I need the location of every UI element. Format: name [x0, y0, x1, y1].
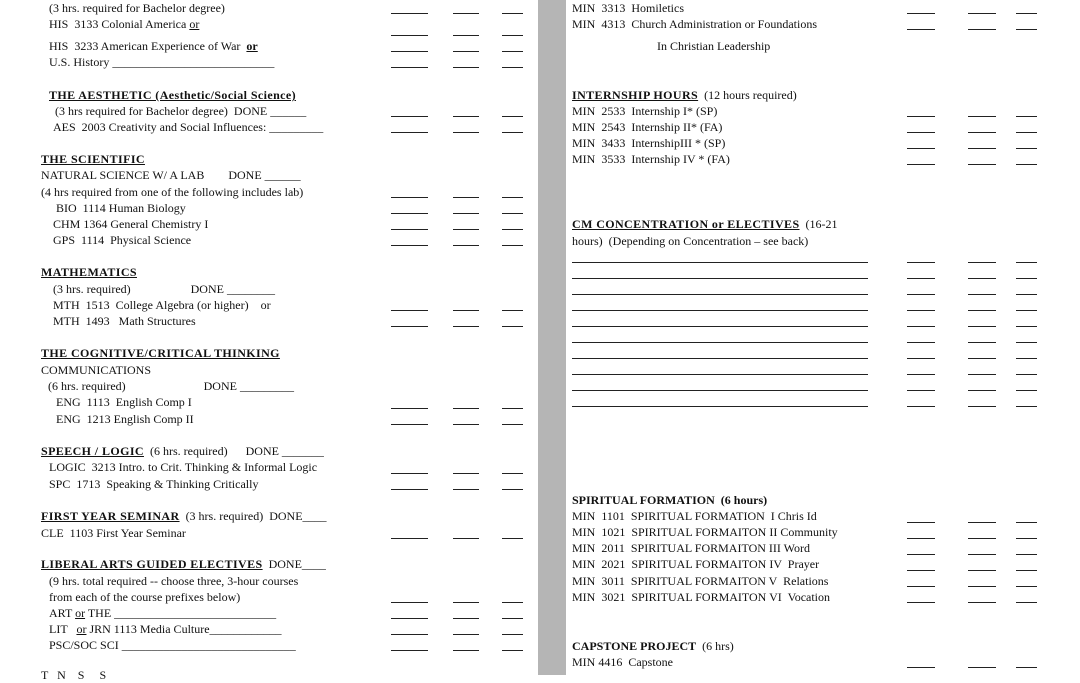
grade-blank: [391, 229, 428, 230]
spiritual-course-6: MIN 3021 SPIRITUAL FORMAITON VI Vocation: [572, 590, 831, 604]
grade-blank: [907, 586, 935, 587]
grade-blank: [1016, 602, 1037, 603]
grade-blank: [968, 326, 996, 327]
grade-blank: [502, 650, 523, 651]
grade-blank: [453, 35, 479, 36]
grade-blank: [502, 67, 523, 68]
grade-blank: [1016, 538, 1037, 539]
grade-blank: [968, 148, 996, 149]
grade-blank: [907, 278, 935, 279]
grade-blank: [391, 650, 428, 651]
min-course-4313: MIN 4313 Church Administration or Foundations: [572, 17, 817, 31]
history-requirement: (3 hrs. required for Bachelor degree): [49, 1, 225, 15]
grade-blank: [502, 618, 523, 619]
grade-blank: [453, 618, 479, 619]
scientific-heading: THE SCIENTIFIC: [41, 152, 145, 166]
grade-blank: [453, 326, 479, 327]
grade-blank: [391, 13, 428, 14]
liberal-arts-desc-1: (9 hrs. total required -- choose three, 3-hour courses: [49, 574, 299, 588]
cm-requirement: (16-21: [799, 217, 838, 231]
grade-blank: [968, 586, 996, 587]
history-course-2: [49, 38, 258, 54]
grade-blank: [968, 342, 996, 343]
elective-write-in-line: [572, 390, 868, 391]
aesthetic-requirement: (3 hrs required for Bachelor degree) DONE ______: [52, 104, 307, 118]
cut-off-text: T N S S: [41, 668, 107, 682]
eng-course-1113: ENG 1113 English Comp I: [56, 395, 192, 409]
scientific-requirement: (4 hrs required from one of the following includes lab): [41, 185, 304, 199]
art-the-line: [49, 605, 276, 621]
grade-blank: [453, 310, 479, 311]
grade-blank: [502, 473, 523, 474]
grade-blank: [1016, 554, 1037, 555]
grade-blank: [1016, 262, 1037, 263]
grade-blank: [502, 51, 523, 52]
cm-header: [572, 216, 838, 232]
grade-blank: [453, 634, 479, 635]
grade-blank: [502, 213, 523, 214]
grade-blank: [391, 634, 428, 635]
grade-blank: [968, 310, 996, 311]
grade-blank: [502, 634, 523, 635]
grade-blank: [391, 538, 428, 539]
grade-blank: [391, 116, 428, 117]
grade-blank: [453, 13, 479, 14]
grade-blank: [1016, 586, 1037, 587]
grade-blank: [453, 51, 479, 52]
elective-write-in-line: [572, 262, 868, 263]
natural-science-lab: NATURAL SCIENCE W/ A LAB DONE ______: [41, 168, 301, 182]
grade-blank: [907, 602, 935, 603]
grade-blank: [391, 326, 428, 327]
or-text: or: [75, 606, 86, 620]
aesthetic-heading: THE AESTHETIC (Aesthetic/Social Science): [49, 88, 296, 102]
right-column: [566, 0, 1080, 675]
spiritual-course-1: MIN 1101 SPIRITUAL FORMATION I Chris Id: [572, 509, 817, 523]
history-course-3: U.S. History ___________________________: [49, 55, 275, 69]
grade-blank: [453, 538, 479, 539]
grade-blank: [391, 197, 428, 198]
elective-write-in-line: [572, 342, 868, 343]
grade-blank: [502, 489, 523, 490]
grade-blank: [968, 262, 996, 263]
mathematics-heading: MATHEMATICS: [41, 265, 137, 279]
grade-blank: [453, 229, 479, 230]
spiritual-course-2: MIN 1021 SPIRITUAL FORMAITON II Community: [572, 525, 838, 539]
cm-heading: CM CONCENTRATION or ELECTIVES: [572, 217, 800, 231]
grade-blank: [1016, 278, 1037, 279]
grade-blank: [1016, 132, 1037, 133]
grade-blank: [391, 618, 428, 619]
spiritual-course-4: MIN 2021 SPIRITUAL FORMAITON IV Prayer: [572, 557, 820, 571]
grade-blank: [968, 116, 996, 117]
grade-blank: [968, 164, 996, 165]
liberal-arts-desc-2: from each of the course prefixes below): [49, 590, 241, 604]
history-course-1: [49, 16, 199, 32]
grade-blank: [968, 667, 996, 668]
capstone-header: [572, 638, 734, 654]
fys-requirement: (3 hrs. required) DONE____: [179, 509, 327, 523]
grade-blank: [453, 473, 479, 474]
grade-blank: [907, 294, 935, 295]
grade-blank: [1016, 522, 1037, 523]
elective-write-in-line: [572, 278, 868, 279]
grade-blank: [502, 538, 523, 539]
grade-blank: [968, 132, 996, 133]
elective-write-in-line: [572, 326, 868, 327]
grade-blank: [907, 570, 935, 571]
grade-blank: [968, 406, 996, 407]
grade-blank: [968, 374, 996, 375]
mathematics-requirement: (3 hrs. required) DONE ________: [50, 282, 275, 296]
grade-blank: [968, 538, 996, 539]
grade-blank: [391, 51, 428, 52]
capstone-heading: CAPSTONE PROJECT: [572, 639, 697, 653]
internship-course-1: MIN 2533 Internship I* (SP): [572, 104, 718, 118]
communications-label: COMMUNICATIONS: [41, 363, 152, 377]
grade-blank: [907, 29, 935, 30]
lit-jrn-line: [49, 621, 282, 637]
left-column: [0, 0, 538, 682]
cognitive-heading: THE COGNITIVE/CRITICAL THINKING: [41, 346, 280, 360]
grade-blank: [502, 197, 523, 198]
grade-blank: [502, 132, 523, 133]
grade-blank: [502, 245, 523, 246]
elective-write-in-line: [572, 358, 868, 359]
grade-blank: [502, 35, 523, 36]
grade-blank: [907, 13, 935, 14]
internship-requirement: (12 hours required): [698, 88, 797, 102]
grade-blank: [502, 602, 523, 603]
the-prefix: THE ___________________________: [85, 606, 277, 620]
internship-course-4: MIN 3533 Internship IV * (FA): [572, 152, 730, 166]
elective-write-in-line: [572, 406, 868, 407]
grade-blank: [453, 197, 479, 198]
spc-course-1713: SPC 1713 Speaking & Thinking Critically: [49, 477, 259, 491]
grade-blank: [502, 13, 523, 14]
grade-blank: [453, 245, 479, 246]
grade-blank: [453, 650, 479, 651]
grade-blank: [1016, 374, 1037, 375]
grade-blank: [1016, 164, 1037, 165]
science-course-chm: CHM 1364 General Chemistry I: [53, 217, 209, 231]
liberal-arts-header: [41, 556, 326, 572]
column-divider: [538, 0, 566, 675]
grade-blank: [453, 116, 479, 117]
grade-blank: [968, 522, 996, 523]
grade-blank: [968, 294, 996, 295]
capstone-requirement: (6 hrs): [696, 639, 734, 653]
grade-blank: [391, 473, 428, 474]
grade-blank: [502, 116, 523, 117]
grade-blank: [1016, 148, 1037, 149]
grade-blank: [968, 278, 996, 279]
grade-blank: [502, 408, 523, 409]
grade-blank: [907, 667, 935, 668]
grade-blank: [1016, 310, 1037, 311]
liberal-arts-requirement: DONE____: [262, 557, 326, 571]
lit-prefix: LIT: [49, 622, 77, 636]
aesthetic-course: AES 2003 Creativity and Social Influences: _________: [53, 120, 324, 134]
or-text: or: [76, 622, 87, 636]
spiritual-course-5: MIN 3011 SPIRITUAL FORMAITON V Relations: [572, 574, 829, 588]
grade-blank: [502, 326, 523, 327]
grade-blank: [968, 390, 996, 391]
grade-blank: [907, 358, 935, 359]
grade-blank: [968, 554, 996, 555]
grade-blank: [907, 538, 935, 539]
logic-course-3213: LOGIC 3213 Intro. to Crit. Thinking & Informal Logic: [49, 460, 318, 474]
capstone-course: MIN 4416 Capstone: [572, 655, 673, 669]
grade-blank: [453, 132, 479, 133]
elective-write-in-line: [572, 374, 868, 375]
grade-blank: [391, 310, 428, 311]
fys-header: [41, 508, 327, 524]
grade-blank: [907, 262, 935, 263]
grade-blank: [453, 213, 479, 214]
grade-blank: [907, 342, 935, 343]
psc-soc-line: PSC/SOC SCI _____________________________: [49, 638, 296, 652]
or-text: or: [189, 17, 200, 31]
grade-blank: [907, 116, 935, 117]
grade-blank: [391, 489, 428, 490]
history-course-2-text: HIS 3233 American Experience of War: [49, 39, 247, 53]
grade-blank: [968, 602, 996, 603]
speech-logic-header: [41, 443, 324, 459]
grade-blank: [907, 326, 935, 327]
liberal-arts-heading: LIBERAL ARTS GUIDED ELECTIVES: [41, 557, 263, 571]
grade-blank: [391, 132, 428, 133]
eng-course-1213: ENG 1213 English Comp II: [56, 412, 194, 426]
internship-header: [572, 87, 797, 103]
grade-blank: [907, 390, 935, 391]
art-prefix: ART: [49, 606, 76, 620]
grade-blank: [453, 602, 479, 603]
grade-blank: [1016, 570, 1037, 571]
grade-blank: [907, 406, 935, 407]
grade-blank: [453, 67, 479, 68]
grade-blank: [907, 148, 935, 149]
grade-blank: [907, 522, 935, 523]
grade-blank: [968, 29, 996, 30]
grade-blank: [907, 554, 935, 555]
grade-blank: [502, 424, 523, 425]
grade-blank: [391, 408, 428, 409]
science-course-gps: GPS 1114 Physical Science: [53, 233, 192, 247]
speech-logic-requirement: (6 hrs. required) DONE _______: [143, 444, 324, 458]
history-course-1-text: HIS 3133 Colonial America: [49, 17, 190, 31]
grade-blank: [453, 424, 479, 425]
speech-logic-heading: SPEECH / LOGIC: [41, 444, 144, 458]
grade-blank: [453, 489, 479, 490]
grade-blank: [907, 164, 935, 165]
grade-blank: [502, 229, 523, 230]
grade-blank: [1016, 326, 1037, 327]
grade-blank: [453, 408, 479, 409]
grade-blank: [1016, 342, 1037, 343]
elective-write-in-line: [572, 310, 868, 311]
internship-course-3: MIN 3433 InternshipIII * (SP): [572, 136, 726, 150]
grade-blank: [968, 13, 996, 14]
elective-write-in-line: [572, 294, 868, 295]
grade-blank: [391, 424, 428, 425]
cognitive-requirement: (6 hrs. required) DONE _________: [45, 379, 294, 393]
grade-blank: [1016, 29, 1037, 30]
cm-requirement-2: hours) (Depending on Concentration – see back): [572, 234, 809, 248]
grade-blank: [391, 35, 428, 36]
grade-blank: [1016, 116, 1037, 117]
grade-blank: [502, 310, 523, 311]
internship-heading: INTERNSHIP HOURS: [572, 88, 699, 102]
grade-blank: [907, 132, 935, 133]
grade-blank: [1016, 13, 1037, 14]
math-course-1513: MTH 1513 College Algebra (or higher) or: [53, 298, 271, 312]
grade-blank: [1016, 358, 1037, 359]
christian-leadership-cont: In Christian Leadership: [657, 39, 771, 53]
jrn-course: JRN 1113 Media Culture____________: [86, 622, 282, 636]
science-course-bio: BIO 1114 Human Biology: [56, 201, 186, 215]
spiritual-course-3: MIN 2011 SPIRITUAL FORMAITON III Word: [572, 541, 811, 555]
grade-blank: [968, 358, 996, 359]
grade-blank: [968, 570, 996, 571]
spiritual-heading: SPIRITUAL FORMATION (6 hours): [572, 493, 768, 507]
grade-blank: [907, 310, 935, 311]
grade-blank: [1016, 390, 1037, 391]
grade-blank: [391, 245, 428, 246]
fys-heading: FIRST YEAR SEMINAR: [41, 509, 180, 523]
grade-blank: [1016, 406, 1037, 407]
grade-blank: [391, 213, 428, 214]
grade-blank: [391, 67, 428, 68]
math-course-1493: MTH 1493 Math Structures: [53, 314, 196, 328]
grade-blank: [1016, 667, 1037, 668]
fys-course: CLE 1103 First Year Seminar: [41, 526, 186, 540]
internship-course-2: MIN 2543 Internship II* (FA): [572, 120, 723, 134]
grade-blank: [907, 374, 935, 375]
or-text: or: [246, 39, 258, 53]
grade-blank: [1016, 294, 1037, 295]
grade-blank: [391, 602, 428, 603]
min-course-3313: MIN 3313 Homiletics: [572, 1, 684, 15]
